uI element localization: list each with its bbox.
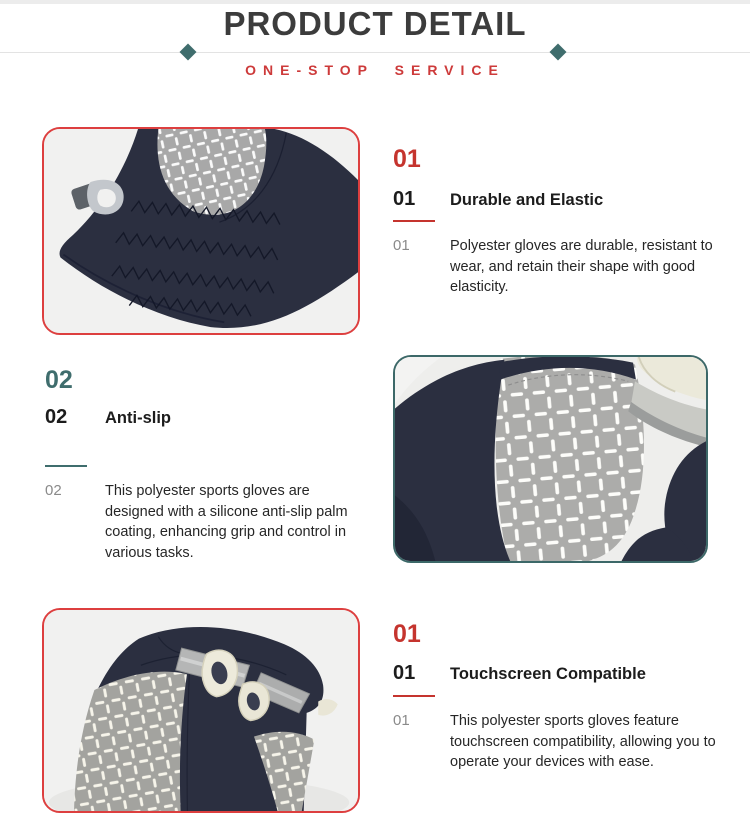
heading-number: 01 bbox=[393, 662, 416, 684]
glove-wrist-elastic-photo bbox=[42, 127, 360, 335]
glove-wrist-illustration bbox=[44, 129, 358, 333]
glove-back-fingerless-photo bbox=[42, 608, 360, 813]
glove-palm-antislip-photo bbox=[393, 355, 708, 563]
section-heading: Anti-slip bbox=[105, 409, 171, 427]
section-body: This polyester sports gloves feature touchscreen compatibility, allowing you to operate your devices with ease. bbox=[450, 713, 716, 770]
section-durable-text bbox=[393, 146, 723, 298]
section-heading: Durable and Elastic bbox=[450, 191, 604, 209]
top-strip bbox=[0, 0, 750, 4]
section-badge-number: 01 bbox=[393, 620, 421, 648]
glove-palm-illustration bbox=[395, 357, 706, 561]
heading-row bbox=[393, 188, 723, 211]
accent-divider bbox=[393, 695, 435, 697]
heading-row bbox=[45, 406, 375, 429]
accent-divider bbox=[45, 465, 87, 467]
section-body: This polyester sports gloves are designed with a silicone anti-slip palm coating, enhancing grip and control in various tasks. bbox=[105, 483, 348, 561]
accent-divider bbox=[393, 220, 435, 222]
body-number: 01 bbox=[393, 237, 410, 254]
glove-back-illustration bbox=[44, 610, 358, 811]
header-rule-line bbox=[0, 52, 750, 53]
heading-row bbox=[393, 662, 723, 685]
section-badge-number: 01 bbox=[393, 145, 421, 173]
section-heading: Touchscreen Compatible bbox=[450, 665, 646, 683]
body-row bbox=[45, 480, 375, 563]
page-title: PRODUCT DETAIL bbox=[223, 5, 527, 42]
section-body: Polyester gloves are durable, resistant to wear, and retain their shape with good elasticity. bbox=[450, 238, 713, 295]
section-touchscreen-text bbox=[393, 621, 723, 773]
heading-number: 02 bbox=[45, 406, 68, 428]
body-row bbox=[393, 235, 723, 298]
diamond-right-icon bbox=[550, 44, 567, 61]
body-number: 02 bbox=[45, 482, 62, 499]
body-row bbox=[393, 710, 723, 773]
heading-number: 01 bbox=[393, 188, 416, 210]
section-badge-number: 02 bbox=[45, 366, 73, 394]
header-subtitle: ONE-STOP SERVICE bbox=[245, 62, 505, 78]
diamond-left-icon bbox=[180, 44, 197, 61]
body-number: 01 bbox=[393, 712, 410, 729]
section-antislip-text bbox=[45, 367, 375, 563]
